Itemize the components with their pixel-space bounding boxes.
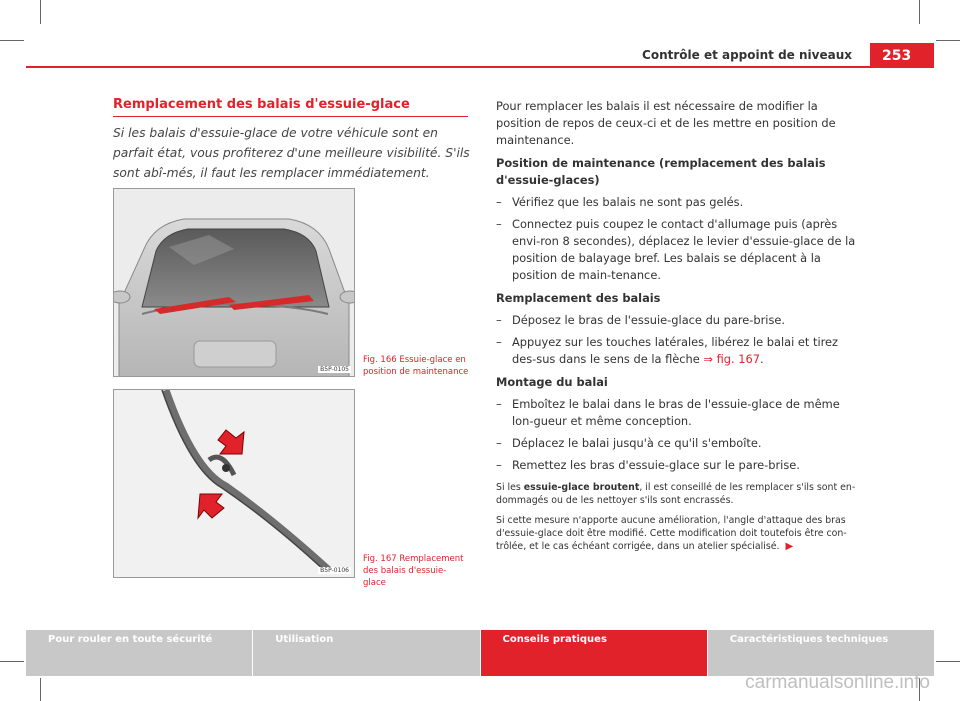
- list-item-text: Déposez le bras de l'essuie-glace du pare-brise.: [512, 313, 786, 327]
- figure-code: B5P-0105: [320, 366, 349, 373]
- replace-heading: Remplacement des balais: [496, 291, 661, 305]
- running-header-title: Contrôle et appoint de niveaux: [642, 48, 852, 62]
- note-emphasis: essuie-glace broutent: [523, 482, 640, 493]
- figure-code: B5P-0106: [320, 567, 349, 574]
- car-windshield-illustration: [114, 189, 355, 377]
- crop-mark: [40, 678, 41, 701]
- note-text: , il est conseillé de les remplacer s'ils sont en-dommagés ou de les nettoyer s'ils sont encrassés.: [496, 482, 856, 506]
- watermark: carmanualsonline.info: [745, 672, 930, 693]
- note-paragraph: [496, 514, 858, 553]
- section-rule: [113, 116, 468, 117]
- crop-mark: [936, 40, 960, 41]
- figure-167: [113, 389, 355, 578]
- header-rule: [26, 66, 934, 68]
- list-item: – Vérifiez que les balais ne sont pas gelés.: [496, 194, 858, 211]
- tab-caracteristiques[interactable]: Caractéristiques techniques: [707, 630, 934, 676]
- section-intro: Si les balais d'essuie-glace de votre véhicule sont en parfait état, vous profiterez d'une meilleure visibilité. S'ils sont abî-més, il faut les remplacer immédiatement.: [113, 126, 470, 180]
- list-item: – Emboîtez le balai dans le bras de l'essuie-glace de même lon-gueur et même conception.: [496, 396, 858, 430]
- list-item: – Déposez le bras de l'essuie-glace du pare-brise.: [496, 312, 858, 329]
- crop-mark: [0, 40, 24, 41]
- continue-arrow-icon: ▶: [785, 541, 794, 552]
- list-item-text: Remettez les bras d'essuie-glace sur le pare-brise.: [512, 458, 800, 472]
- tab-conseils-pratiques[interactable]: Conseils pratiques: [480, 630, 707, 676]
- section-title: Remplacement des balais d'essuie-glace: [113, 97, 410, 112]
- note-paragraph: [496, 481, 858, 507]
- crop-mark: [0, 661, 24, 662]
- wiper-blade-illustration: [114, 390, 355, 578]
- mount-heading: Montage du balai: [496, 375, 608, 389]
- list-item: – Connectez puis coupez le contact d'allumage puis (après envi-ron 8 secondes), déplacez le levier d'essuie-glace de la position de balayage bref. Les balais se déplacent à la position de main-tenance.: [496, 216, 858, 284]
- figure-166: [113, 188, 355, 377]
- body-intro: Pour remplacer les balais il est nécessaire de modifier la position de repos de ceux-ci et de les mettre en position de maintenance.: [496, 99, 836, 147]
- page-number: 253: [870, 43, 934, 68]
- figure-166-caption: Fig. 166 Essuie-glace en position de maintenance: [363, 355, 469, 377]
- figure-167-caption: Fig. 167 Remplacement des balais d'essuie-glace: [363, 554, 464, 588]
- tab-utilisation[interactable]: Utilisation: [252, 630, 479, 676]
- list-item-text: Déplacez le balai jusqu'à ce qu'il s'emboîte.: [512, 436, 762, 450]
- list-item-text: Appuyez sur les touches latérales, libérez le balai et tirez des-sus dans le sens de la flèche: [512, 335, 839, 366]
- note-text: Si les: [496, 482, 524, 493]
- body-text: [496, 98, 858, 553]
- crop-mark: [936, 661, 960, 662]
- list-item-text: Vérifiez que les balais ne sont pas gelés.: [512, 195, 744, 209]
- list-item: – Remettez les bras d'essuie-glace sur le pare-brise.: [496, 457, 858, 474]
- list-item: – Déplacez le balai jusqu'à ce qu'il s'emboîte.: [496, 435, 858, 452]
- maintenance-heading: Position de maintenance (remplacement des balais d'essuie-glaces): [496, 156, 826, 187]
- crop-mark: [919, 0, 920, 24]
- tab-securite[interactable]: Pour rouler en toute sécurité: [26, 630, 252, 676]
- footer-nav: [26, 630, 934, 676]
- list-item-text: Connectez puis coupez le contact d'allumage puis (après envi-ron 8 secondes), déplacez le levier d'essuie-glace de la position de balayage bref. Les balais se déplacent à la position de main-tenance.: [512, 217, 856, 282]
- list-item-text: Emboîtez le balai dans le bras de l'essuie-glace de même lon-gueur et même conception.: [512, 397, 840, 428]
- note-text: Si cette mesure n'apporte aucune amélioration, l'angle d'attaque des bras d'essuie-glace doit être modifié. Cette modification doit toutefois être con-trôlée, et le cas échéant corrigée, dans un atelier spécialisé.: [496, 515, 847, 552]
- figure-link[interactable]: ⇒ fig. 167: [703, 352, 760, 366]
- list-item: – Appuyez sur les touches latérales, libérez le balai et tirez des-sus dans le sens de la flèche ⇒ fig. 167.: [496, 335, 839, 366]
- crop-mark: [40, 0, 41, 24]
